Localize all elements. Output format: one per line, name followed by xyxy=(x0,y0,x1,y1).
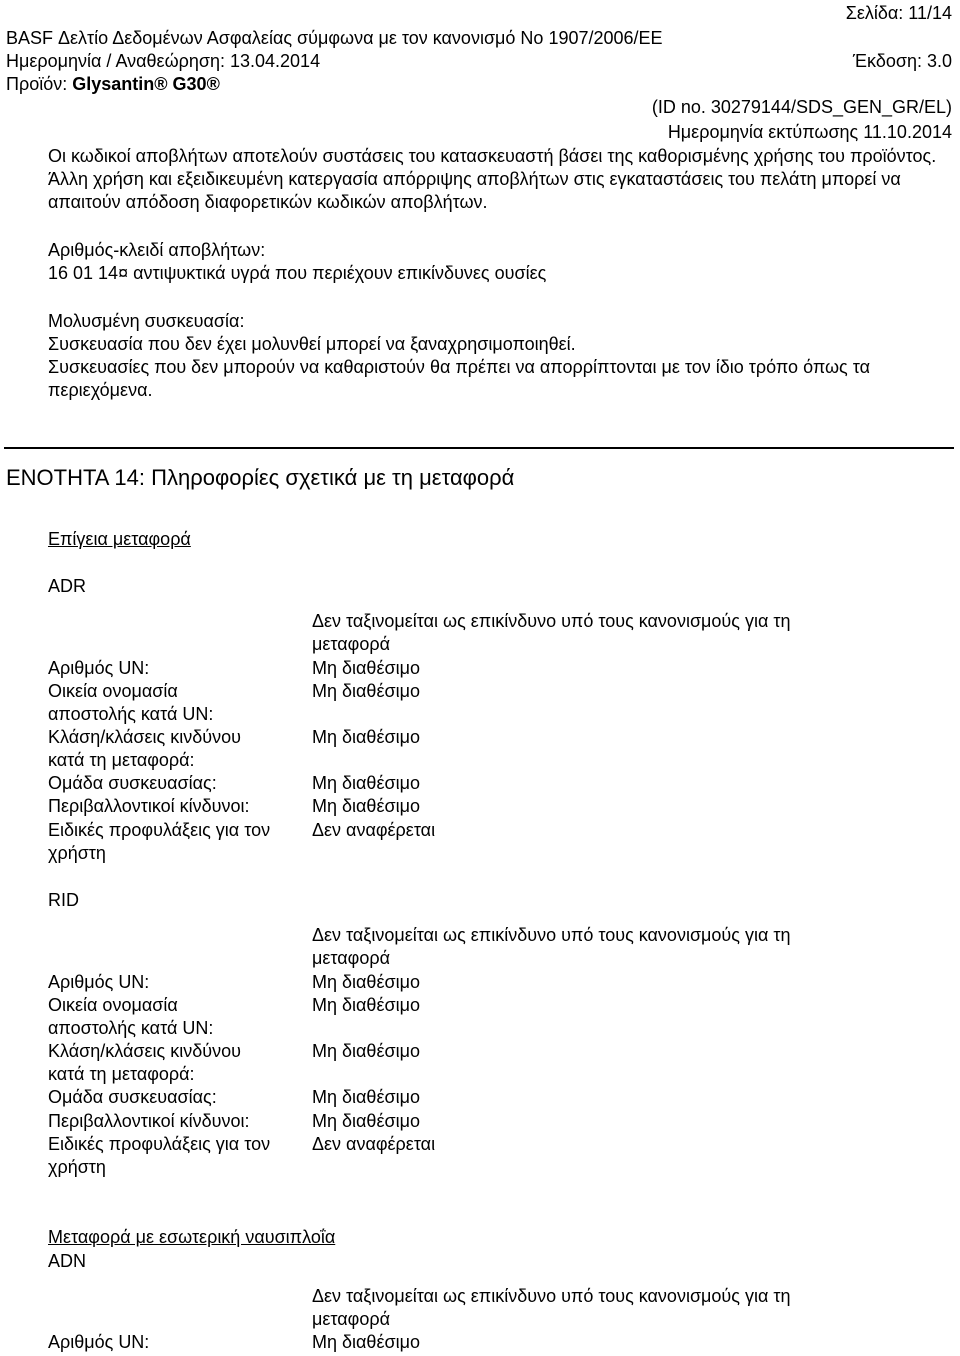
rid-env-hazards-label: Περιβαλλοντικοί κίνδυνοι: xyxy=(48,1111,250,1131)
product-line xyxy=(6,73,220,96)
id-number: (ID no. 30279144/SDS_GEN_GR/EL) xyxy=(651,97,952,117)
section-divider xyxy=(4,447,954,449)
adn-classification: Δεν ταξινομείται ως επικίνδυνο υπό τους κανονισμούς για τη μεταφορά xyxy=(312,1286,791,1329)
adr-special-precautions-value: Δεν αναφέρεται xyxy=(312,820,436,840)
waste-key-label: Αριθμός-κλειδί αποβλήτων: xyxy=(48,240,266,260)
rid-un-number-value: Μη διαθέσιμο xyxy=(312,972,420,992)
adr-un-number-value: Μη διαθέσιμο xyxy=(312,658,420,678)
waste-key-value: 16 01 14¤ αντιψυκτικά υγρά που περιέχουν επικίνδυνες ουσίες xyxy=(48,263,547,283)
print-date: Ημερομηνία εκτύπωσης 11.10.2014 xyxy=(667,122,952,142)
rid-un-number-label: Αριθμός UN: xyxy=(48,972,150,992)
rid-special-precautions-label: Ειδικές προφυλάξεις για τον χρήστη xyxy=(48,1134,271,1177)
adr-hazard-class-value: Μη διαθέσιμο xyxy=(312,727,420,747)
land-transport-heading: Επίγεια μεταφορά xyxy=(48,529,191,549)
inland-waterway-heading: Μεταφορά με εσωτερική ναυσιπλοΐα xyxy=(48,1227,336,1247)
adr-un-number-label: Αριθμός UN: xyxy=(48,658,150,678)
rid-shipping-name-label: Οικεία ονομασία αποστολής κατά UN: xyxy=(48,995,214,1038)
document-title: BASF Δελτίο Δεδομένων Ασφαλείας σύμφωνα με τον κανονισμό No 1907/2006/ΕΕ xyxy=(6,28,663,48)
adr-env-hazards-label: Περιβαλλοντικοί κίνδυνοι: xyxy=(48,796,250,816)
rid-env-hazards-value: Μη διαθέσιμο xyxy=(312,1111,420,1131)
adr-packing-group-value: Μη διαθέσιμο xyxy=(312,773,420,793)
adn-un-number-label: Αριθμός UN: xyxy=(48,1332,150,1352)
product-name: Glysantin® G30® xyxy=(72,74,220,94)
adr-heading: ADR xyxy=(48,576,87,596)
adr-classification: Δεν ταξινομείται ως επικίνδυνο υπό τους κανονισμούς για τη μεταφορά xyxy=(312,611,791,654)
product-label: Προϊόν: xyxy=(6,74,73,94)
adr-shipping-name-value: Μη διαθέσιμο xyxy=(312,681,420,701)
rid-hazard-class-value: Μη διαθέσιμο xyxy=(312,1041,420,1061)
adr-shipping-name-label: Οικεία ονομασία αποστολής κατά UN: xyxy=(48,681,214,724)
rid-heading: RID xyxy=(48,890,79,910)
version: Έκδοση: 3.0 xyxy=(852,51,952,71)
rid-packing-group-value: Μη διαθέσιμο xyxy=(312,1087,420,1107)
contaminated-packaging-line1: Συσκευασία που δεν έχει μολυνθεί μπορεί να ξαναχρησιμοποιηθεί. xyxy=(48,334,576,354)
contaminated-packaging-line2: Συσκευασίες που δεν μπορούν να καθαριστούν θα πρέπει να απορρίπτονται με τον ίδιο τρόπο όπως τα περιεχόμενα. xyxy=(48,357,870,400)
rid-hazard-class-label: Κλάση/κλάσεις κινδύνου κατά τη μεταφορά: xyxy=(48,1041,241,1084)
adn-heading: ADN xyxy=(48,1251,87,1271)
adr-special-precautions-label: Ειδικές προφυλάξεις για τον χρήστη xyxy=(48,820,271,863)
rid-classification: Δεν ταξινομείται ως επικίνδυνο υπό τους κανονισμούς για τη μεταφορά xyxy=(312,925,791,968)
adr-hazard-class-label: Κλάση/κλάσεις κινδύνου κατά τη μεταφορά: xyxy=(48,727,241,770)
revision-date: Ημερομηνία / Αναθεώρηση: 13.04.2014 xyxy=(6,51,321,71)
adr-env-hazards-value: Μη διαθέσιμο xyxy=(312,796,420,816)
adr-packing-group-label: Ομάδα συσκευασίας: xyxy=(48,773,217,793)
rid-packing-group-label: Ομάδα συσκευασίας: xyxy=(48,1087,217,1107)
adn-un-number-value: Μη διαθέσιμο xyxy=(312,1332,420,1352)
rid-special-precautions-value: Δεν αναφέρεται xyxy=(312,1134,436,1154)
contaminated-packaging-label: Μολυσμένη συσκευασία: xyxy=(48,311,245,331)
waste-codes-paragraph: Οι κωδικοί αποβλήτων αποτελούν συστάσεις του κατασκευαστή βάσει της καθορισμένης χρήσης του προϊόντος. Άλλη χρήση και εξειδικευμένη κατεργασία απόρριψης αποβλήτων στις εγκαταστάσεις του πελάτη μπορεί να απαιτούν απόδοση διαφορετικών κωδικών αποβλήτων. xyxy=(48,146,937,212)
page-number: Σελίδα: 11/14 xyxy=(845,3,952,23)
section-14-title: ΕΝΟΤΗΤΑ 14: Πληροφορίες σχετικά με τη μεταφορά xyxy=(6,465,515,490)
rid-shipping-name-value: Μη διαθέσιμο xyxy=(312,995,420,1015)
